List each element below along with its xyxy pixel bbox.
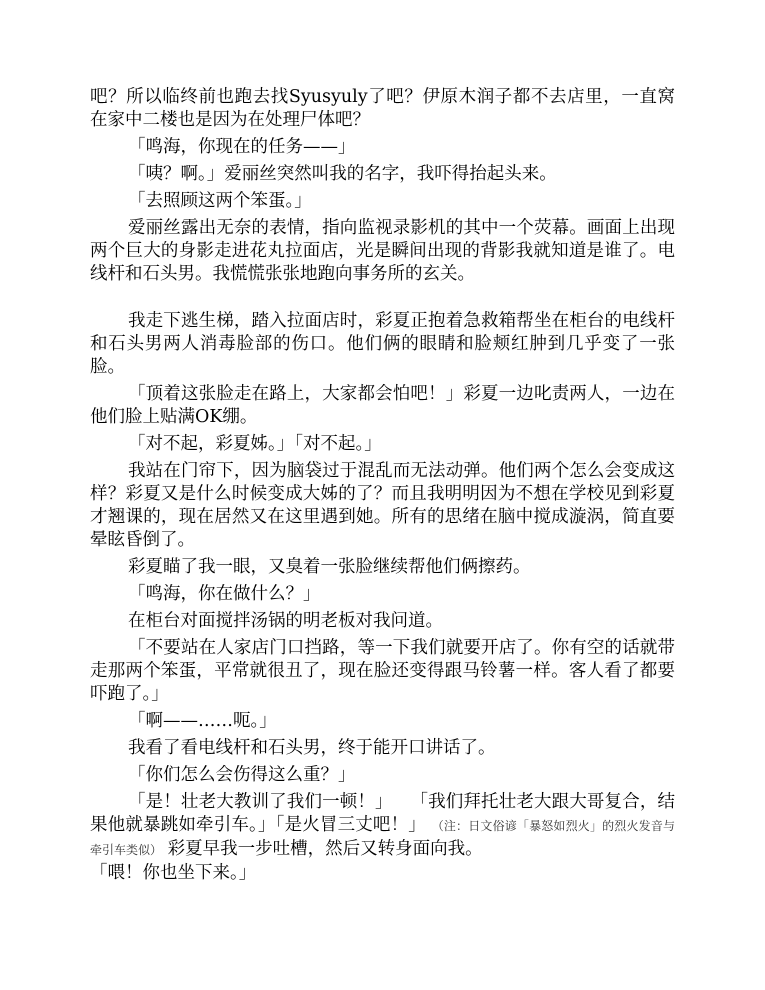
paragraph: 彩夏瞄了我一眼，又臭着一张脸继续帮他们俩擦药。 (128, 557, 531, 577)
paragraph: 我站在门帘下，因为脑袋过于混乱而无法动弹。他们两个怎么会变成这样？彩夏又是什么时候变成大姊的了？而且我明明因为不想在学校见到彩夏才翘课的，现在居然又在这里遇到她。所有的思绪在脑中搅成漩涡，简直要晕眩昏倒了。 (90, 461, 675, 550)
dialogue-text: 彩夏早我一步吐槽，然后又转身面向我。 (167, 839, 483, 859)
paragraph: 「顶着这张脸走在路上，大家都会怕吧！」彩夏一边叱责两人，一边在他们脸上贴满OK绷。 (90, 384, 675, 427)
document-page (90, 86, 675, 889)
paragraph: 我走下逃生梯，踏入拉面店时，彩夏正抱着急救箱帮坐在柜台的电线杆和石头男两人消毒脸部的伤口。他们俩的眼睛和脸颊红肿到几乎变了一张脸。 (90, 311, 675, 377)
paragraph: 「啊——……呃。」 (128, 711, 277, 731)
paragraph: 「鸣海，你现在的任务——」 (128, 137, 356, 157)
paragraph: 「你们怎么会伤得这么重？」 (128, 765, 356, 785)
paragraph: 「鸣海，你在做什么？」 (128, 584, 321, 604)
paragraph: 我看了看电线杆和石头男，终于能开口讲话了。 (128, 738, 496, 758)
paragraph: 「不要站在人家店门口挡路，等一下我们就要开店了。你有空的话就带走那两个笨蛋，平常就很丑了，现在脸还变得跟马铃薯一样。客人看了都要吓跑了。」 (90, 638, 675, 704)
paragraph: 「去照顾这两个笨蛋。」 (128, 191, 312, 211)
paragraph: 吧？所以临终前也跑去找Syusyuly了吧？伊原木润子都不去店里，一直窝在家中二楼也是因为在处理尸体吧？ (90, 87, 675, 130)
dialogue-text: 「是！壮老大教训了我们一顿！」 「我们拜托壮老大跟大哥复合，结果他就暴跳如牵引车。」「是火冒三丈吧！」 (90, 792, 675, 835)
translator-note: （注：日文俗谚「暴怒如烈火」的烈火发音与牵引车类似） (90, 819, 675, 857)
paragraph: 「咦？啊。」爱丽丝突然叫我的名字，我吓得抬起头来。 (128, 164, 557, 184)
paragraph: 在柜台对面搅拌汤锅的明老板对我问道。 (128, 611, 443, 631)
paragraph: 「对不起，彩夏姊。」「对不起。」 (128, 434, 382, 454)
paragraph-with-note (90, 791, 675, 862)
paragraph: 「喂！你也坐下来。」 (90, 863, 257, 883)
paragraph: 爱丽丝露出无奈的表情，指向监视录影机的其中一个荧幕。画面上出现两个巨大的身影走进花丸拉面店，光是瞬间出现的背影我就知道是谁了。电线杆和石头男。我慌慌张张地跑向事务所的玄关。 (90, 218, 675, 284)
